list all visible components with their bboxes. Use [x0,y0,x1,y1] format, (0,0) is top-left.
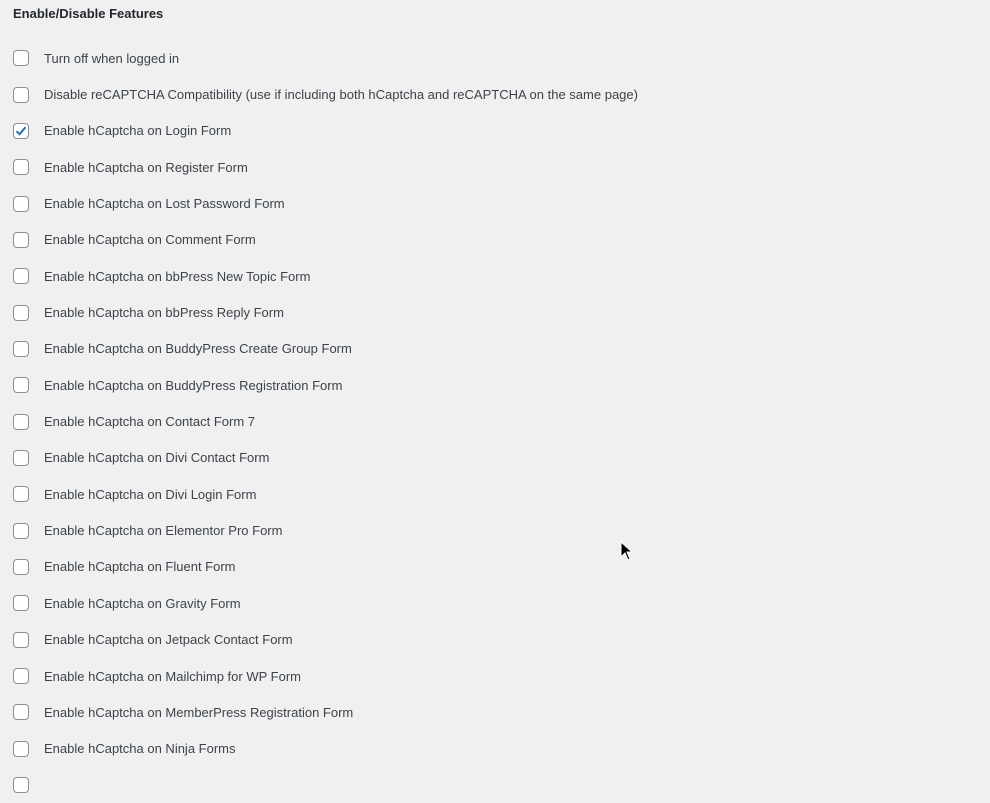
option-label: Enable hCaptcha on Mailchimp for WP Form [44,668,301,684]
checkbox[interactable] [13,632,29,648]
feature-option[interactable] [13,440,638,476]
feature-option[interactable] [13,476,638,512]
checkbox[interactable] [13,559,29,575]
feature-option[interactable] [13,258,638,294]
checkmark-icon [14,124,28,138]
checkbox[interactable] [13,486,29,502]
feature-option[interactable] [13,222,638,258]
checkbox[interactable] [13,595,29,611]
option-label: Enable hCaptcha on Divi Contact Form [44,450,270,466]
feature-options-list [13,40,638,803]
checkbox[interactable] [13,704,29,720]
option-label: Enable hCaptcha on Elementor Pro Form [44,523,283,539]
option-label: Enable hCaptcha on BuddyPress Create Group Form [44,341,352,357]
option-label: Enable hCaptcha on bbPress Reply Form [44,305,284,321]
checkbox[interactable] [13,777,29,793]
option-label: Enable hCaptcha on Login Form [44,123,232,139]
feature-option[interactable] [13,149,638,185]
checkbox[interactable] [13,523,29,539]
checkbox[interactable] [13,196,29,212]
section-title: Enable/Disable Features [13,6,164,21]
checkbox[interactable] [13,668,29,684]
option-label: Enable hCaptcha on Jetpack Contact Form [44,632,293,648]
option-label: Enable hCaptcha on Lost Password Form [44,196,285,212]
checkbox[interactable] [13,159,29,175]
option-label: Enable hCaptcha on Comment Form [44,232,256,248]
checkbox[interactable] [13,741,29,757]
feature-option[interactable] [13,76,638,112]
mouse-cursor-icon [620,541,634,566]
checkbox[interactable] [13,414,29,430]
feature-option[interactable] [13,694,638,730]
feature-option[interactable] [13,512,638,548]
option-label: Enable hCaptcha on Gravity Form [44,595,241,611]
option-label: Enable hCaptcha on Contact Form 7 [44,414,256,430]
feature-option[interactable] [13,622,638,658]
feature-option[interactable] [13,767,638,803]
option-label: Enable hCaptcha on bbPress New Topic Form [44,268,311,284]
feature-option[interactable] [13,367,638,403]
option-label: Enable hCaptcha on BuddyPress Registration Form [44,377,343,393]
feature-option[interactable] [13,585,638,621]
feature-option[interactable] [13,113,638,149]
feature-option[interactable] [13,658,638,694]
checkbox[interactable] [13,232,29,248]
checkbox[interactable] [13,123,29,139]
feature-option[interactable] [13,40,638,76]
option-label: Enable hCaptcha on Register Form [44,159,248,175]
feature-option[interactable] [13,331,638,367]
checkbox[interactable] [13,87,29,103]
feature-option[interactable] [13,294,638,330]
option-label: Disable reCAPTCHA Compatibility (use if including both hCaptcha and reCAPTCHA on the same page) [44,87,638,103]
feature-option[interactable] [13,403,638,439]
option-label: Turn off when logged in [44,50,180,66]
option-label: Enable hCaptcha on Ninja Forms [44,741,236,757]
checkbox[interactable] [13,450,29,466]
option-label: Enable hCaptcha on Fluent Form [44,559,236,575]
checkbox[interactable] [13,377,29,393]
option-label: Enable hCaptcha on MemberPress Registration Form [44,704,354,720]
feature-option[interactable] [13,549,638,585]
option-label: Enable hCaptcha on Divi Login Form [44,486,257,502]
checkbox[interactable] [13,268,29,284]
checkbox[interactable] [13,341,29,357]
feature-option[interactable] [13,185,638,221]
checkbox[interactable] [13,50,29,66]
checkbox[interactable] [13,305,29,321]
feature-option[interactable] [13,731,638,767]
